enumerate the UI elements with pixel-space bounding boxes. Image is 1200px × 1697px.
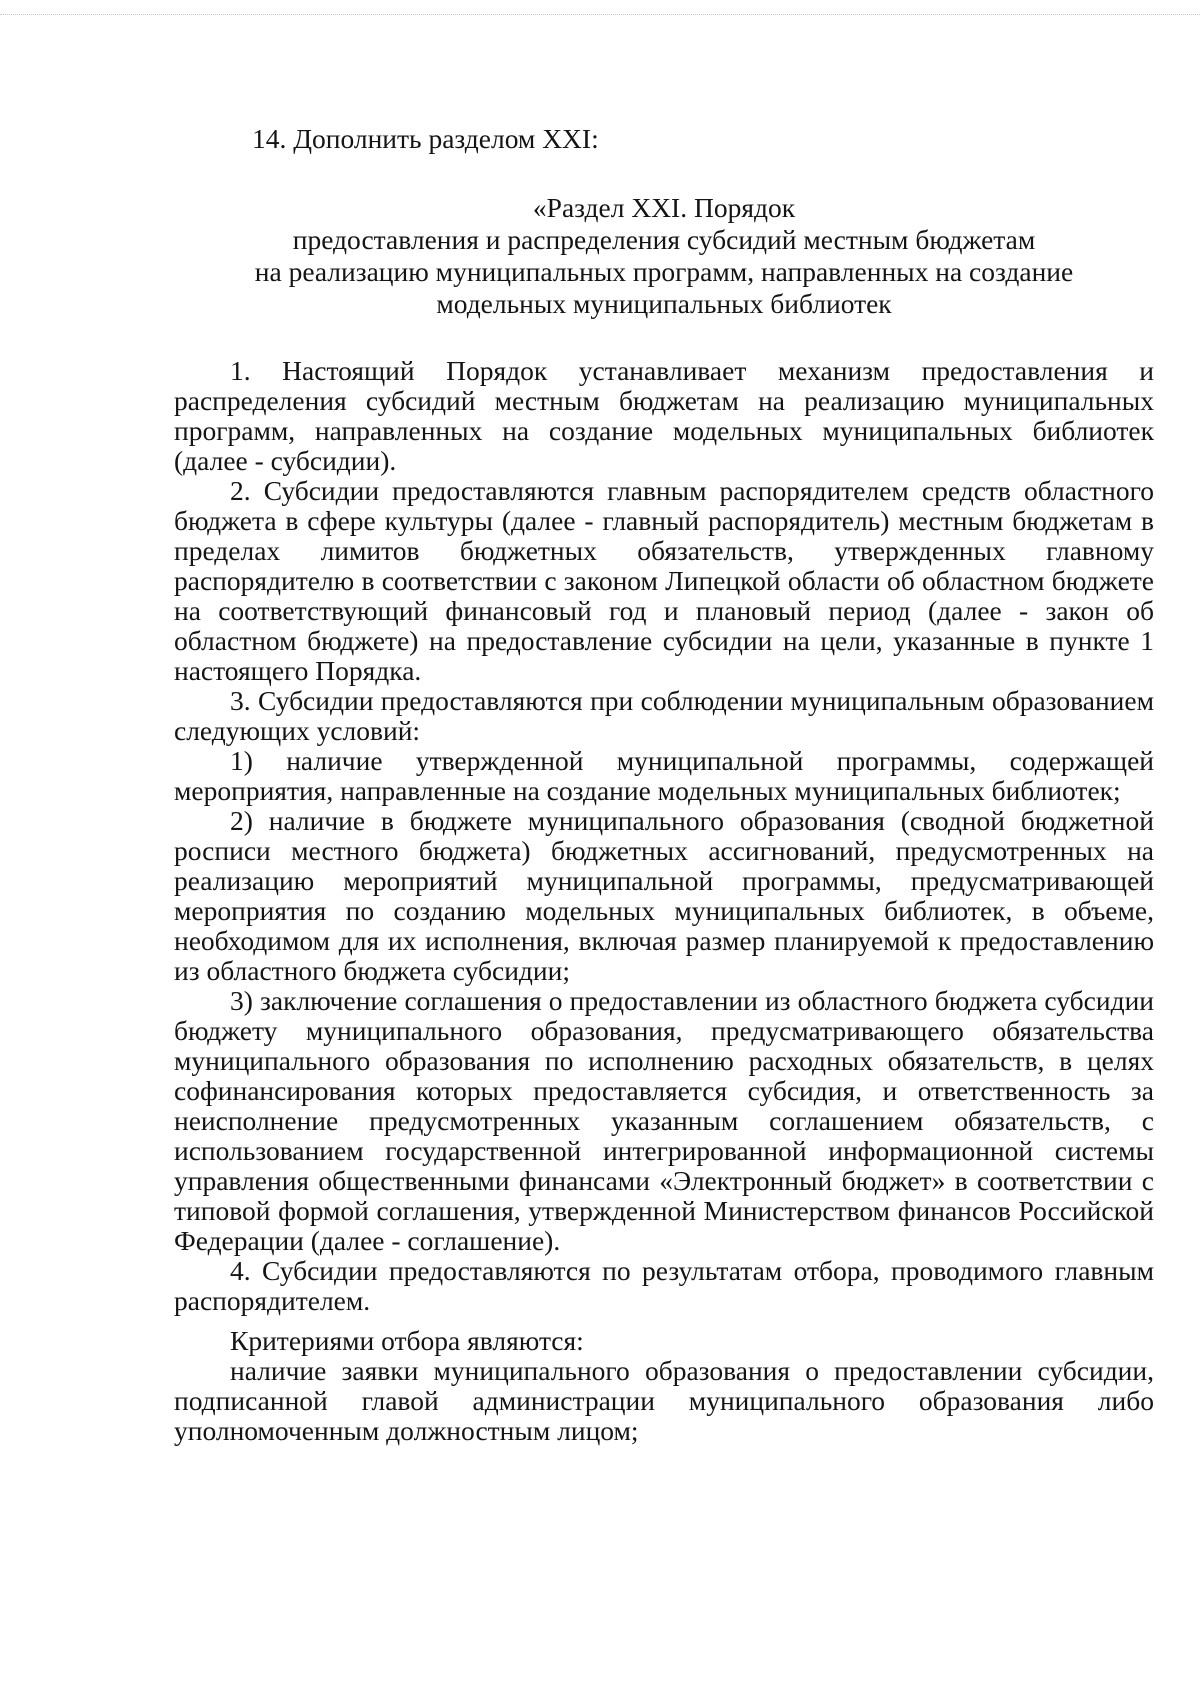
paragraph-1: 1. Настоящий Порядок устанавливает механизм предоставления и распределения субсидий местным бюджетам на реализацию муниципальных программ, направленных на создание модельных муниципальных библиотек (далее - субсидии). (174, 355, 1154, 476)
paragraph-2: 2. Субсидии предоставляются главным распорядителем средств областного бюджета в сфере культуры (далее - главный распорядитель) местным бюджетам в пределах лимитов бюджетных обязательств, утвержденных главному распорядителю в соответствии с законом Липецкой области об областном бюджете на соответствующий финансовый год и плановый период (далее - закон об областном бюджете) на предоставление субсидии на цели, указанные в пункте 1 настоящего Порядка. (174, 475, 1154, 686)
criteria-heading: Критериями отбора являются: (230, 1325, 584, 1356)
condition-2: 2) наличие в бюджете муниципального образования (сводной бюджетной росписи местного бюджета) бюджетных ассигнований, предусмотренных на реализацию мероприятий муниципальной программы, предусматривающей мероприятия по созданию модельных муниципальных библиотек, в объеме, необходимом для их исполнения, включая размер планируемой к предоставлению из областного бюджета субсидии; (174, 805, 1154, 986)
condition-3: 3) заключение соглашения о предоставлении из областного бюджета субсидии бюджету муниципального образования, предусматривающего обязательства муниципального образования по исполнению расходных обязательств, в целях софинансирования которых предоставляется субсидия, и ответственность за неисполнение предусмотренных указанным соглашением обязательств, с использованием государственной интегрированной информационной системы управления общественными финансами «Электронный бюджет» в соответствии с типовой формой соглашения, утвержденной Министерством финансов Российской Федерации (далее - соглашение). (174, 985, 1154, 1256)
section-title (174, 192, 1154, 320)
paragraph-4: 4. Субсидии предоставляются по результатам отбора, проводимого главным распорядителем. (174, 1255, 1154, 1316)
section-title-line-3: на реализацию муниципальных программ, направленных на создание (254, 256, 1074, 287)
amendment-heading: 14. Дополнить разделом XXI: (252, 123, 599, 154)
section-title-line-4: модельных муниципальных библиотек (436, 288, 892, 319)
scan-edge-line (0, 14, 1200, 15)
condition-1: 1) наличие утвержденной муниципальной программы, содержащей мероприятия, направленные на создание модельных муниципальных библиотек; (174, 745, 1154, 806)
section-title-line-2: предоставления и распределения субсидий местным бюджетам (292, 224, 1036, 255)
section-title-line-1: «Раздел XXI. Порядок (532, 192, 796, 223)
document-body (174, 120, 1154, 1446)
paragraph-3: 3. Субсидии предоставляются при соблюдении муниципальным образованием следующих условий: (174, 685, 1154, 746)
criterion-1: наличие заявки муниципального образования о предоставлении субсидии, подписанной главой администрации муниципального образования либо уполномоченным должностным лицом; (174, 1355, 1154, 1446)
